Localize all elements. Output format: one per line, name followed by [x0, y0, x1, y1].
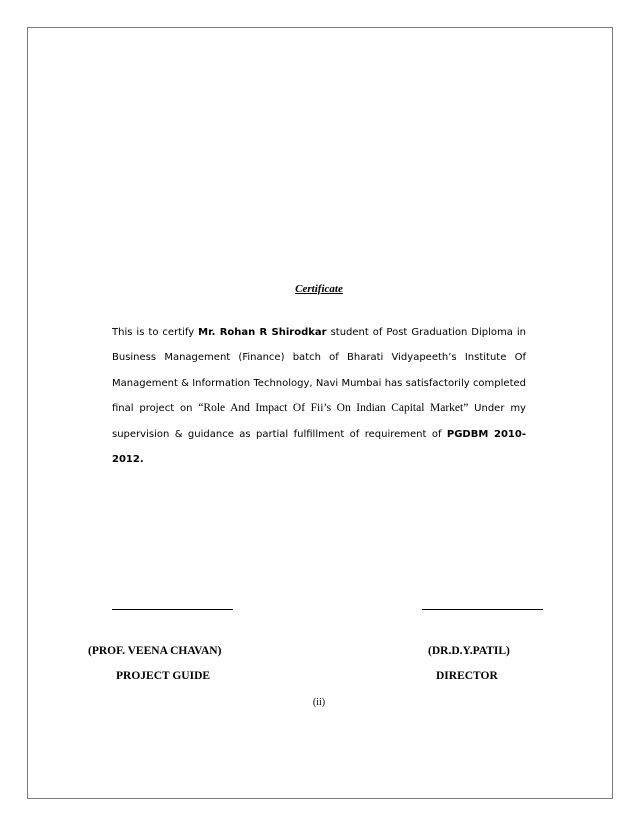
director-role: DIRECTOR	[436, 670, 498, 682]
body-intro: This is to certify	[112, 327, 199, 338]
certificate-title: Certificate	[295, 283, 343, 295]
project-title: “Role And Impact Of Fii’s On Indian Capital Market”	[198, 402, 469, 415]
certificate-body	[112, 320, 526, 472]
student-name: Mr. Rohan R Shirodkar	[198, 327, 327, 338]
body-end: Under my supervision & guidance as partial fulfillment of requirement of	[112, 403, 526, 440]
program-name: PGDBM 2010-2012.	[112, 428, 526, 466]
page-number: (ii)	[312, 697, 326, 708]
guide-role: PROJECT GUIDE	[116, 670, 211, 682]
body-middle: student of Post Graduation Diploma in Business Management (Finance) batch of Bharati Vidyapeeth’s Institute Of Management & Information Technology, Navi Mumbai has satisfactorily completed final project on	[112, 327, 526, 415]
guide-signature-line	[112, 609, 233, 610]
director-signature-line	[422, 609, 543, 610]
director-name: (DR.D.Y.PATIL)	[428, 645, 510, 657]
guide-name: (PROF. VEENA CHAVAN)	[88, 645, 222, 657]
